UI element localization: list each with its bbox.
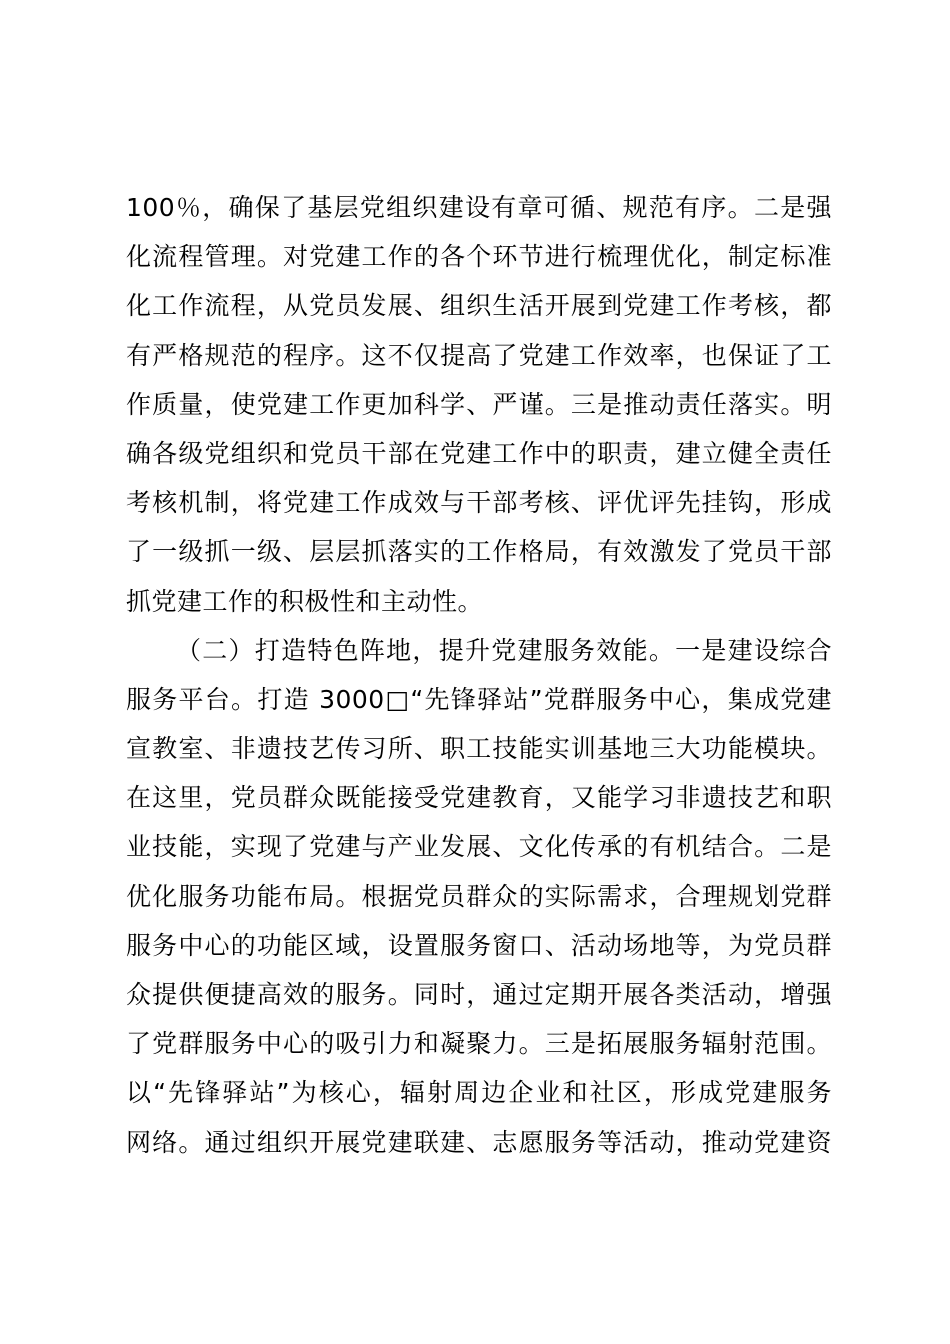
text-line: 化工作流程，从党员发展、组织生活开展到党建工作考核，都	[126, 291, 832, 321]
text-line: 了党群服务中心的吸引力和凝聚力。三是拓展服务辐射范围。	[126, 1029, 832, 1059]
text-line: 作质量，使党建工作更加科学、严谨。三是推动责任落实。明	[126, 389, 832, 419]
text-line: 宣教室、非遗技艺传习所、职工技能实训基地三大功能模块。	[126, 734, 832, 764]
text-line: 100％，确保了基层党组织建设有章可循、规范有序。二是强	[126, 193, 832, 222]
text-line: 化流程管理。对党建工作的各个环节进行梳理优化，制定标准	[126, 242, 832, 272]
text-line: 有严格规范的程序。这不仅提高了党建工作效率，也保证了工	[126, 340, 832, 370]
text-line: 服务平台。打造 3000□“先锋驿站”党群服务中心，集成党建	[126, 684, 832, 714]
text-line: 优化服务功能布局。根据党员群众的实际需求，合理规划党群	[126, 881, 832, 911]
section-heading-line: （二）打造特色阵地，提升党建服务效能。一是建设综合	[176, 635, 832, 665]
paragraph-end-line: 抓党建工作的积极性和主动性。	[126, 586, 484, 616]
text-line: 众提供便捷高效的服务。同时，通过定期开展各类活动，增强	[126, 980, 832, 1009]
text-line: 业技能，实现了党建与产业发展、文化传承的有机结合。二是	[126, 832, 832, 862]
body-text	[126, 183, 832, 1167]
text-line: 服务中心的功能区域，设置服务窗口、活动场地等，为党员群	[126, 930, 832, 960]
text-line: 在这里，党员群众既能接受党建教育，又能学习非遗技艺和职	[126, 783, 832, 813]
text-line: 以“先锋驿站”为核心，辐射周边企业和社区，形成党建服务	[126, 1078, 832, 1108]
text-line: 了一级抓一级、层层抓落实的工作格局，有效激发了党员干部	[126, 537, 832, 567]
text-line: 网络。通过组织开展党建联建、志愿服务等活动，推动党建资	[126, 1127, 832, 1157]
text-line: 确各级党组织和党员干部在党建工作中的职责，建立健全责任	[126, 438, 832, 468]
text-line: 考核机制，将党建工作成效与干部考核、评优评先挂钩，形成	[126, 488, 832, 518]
